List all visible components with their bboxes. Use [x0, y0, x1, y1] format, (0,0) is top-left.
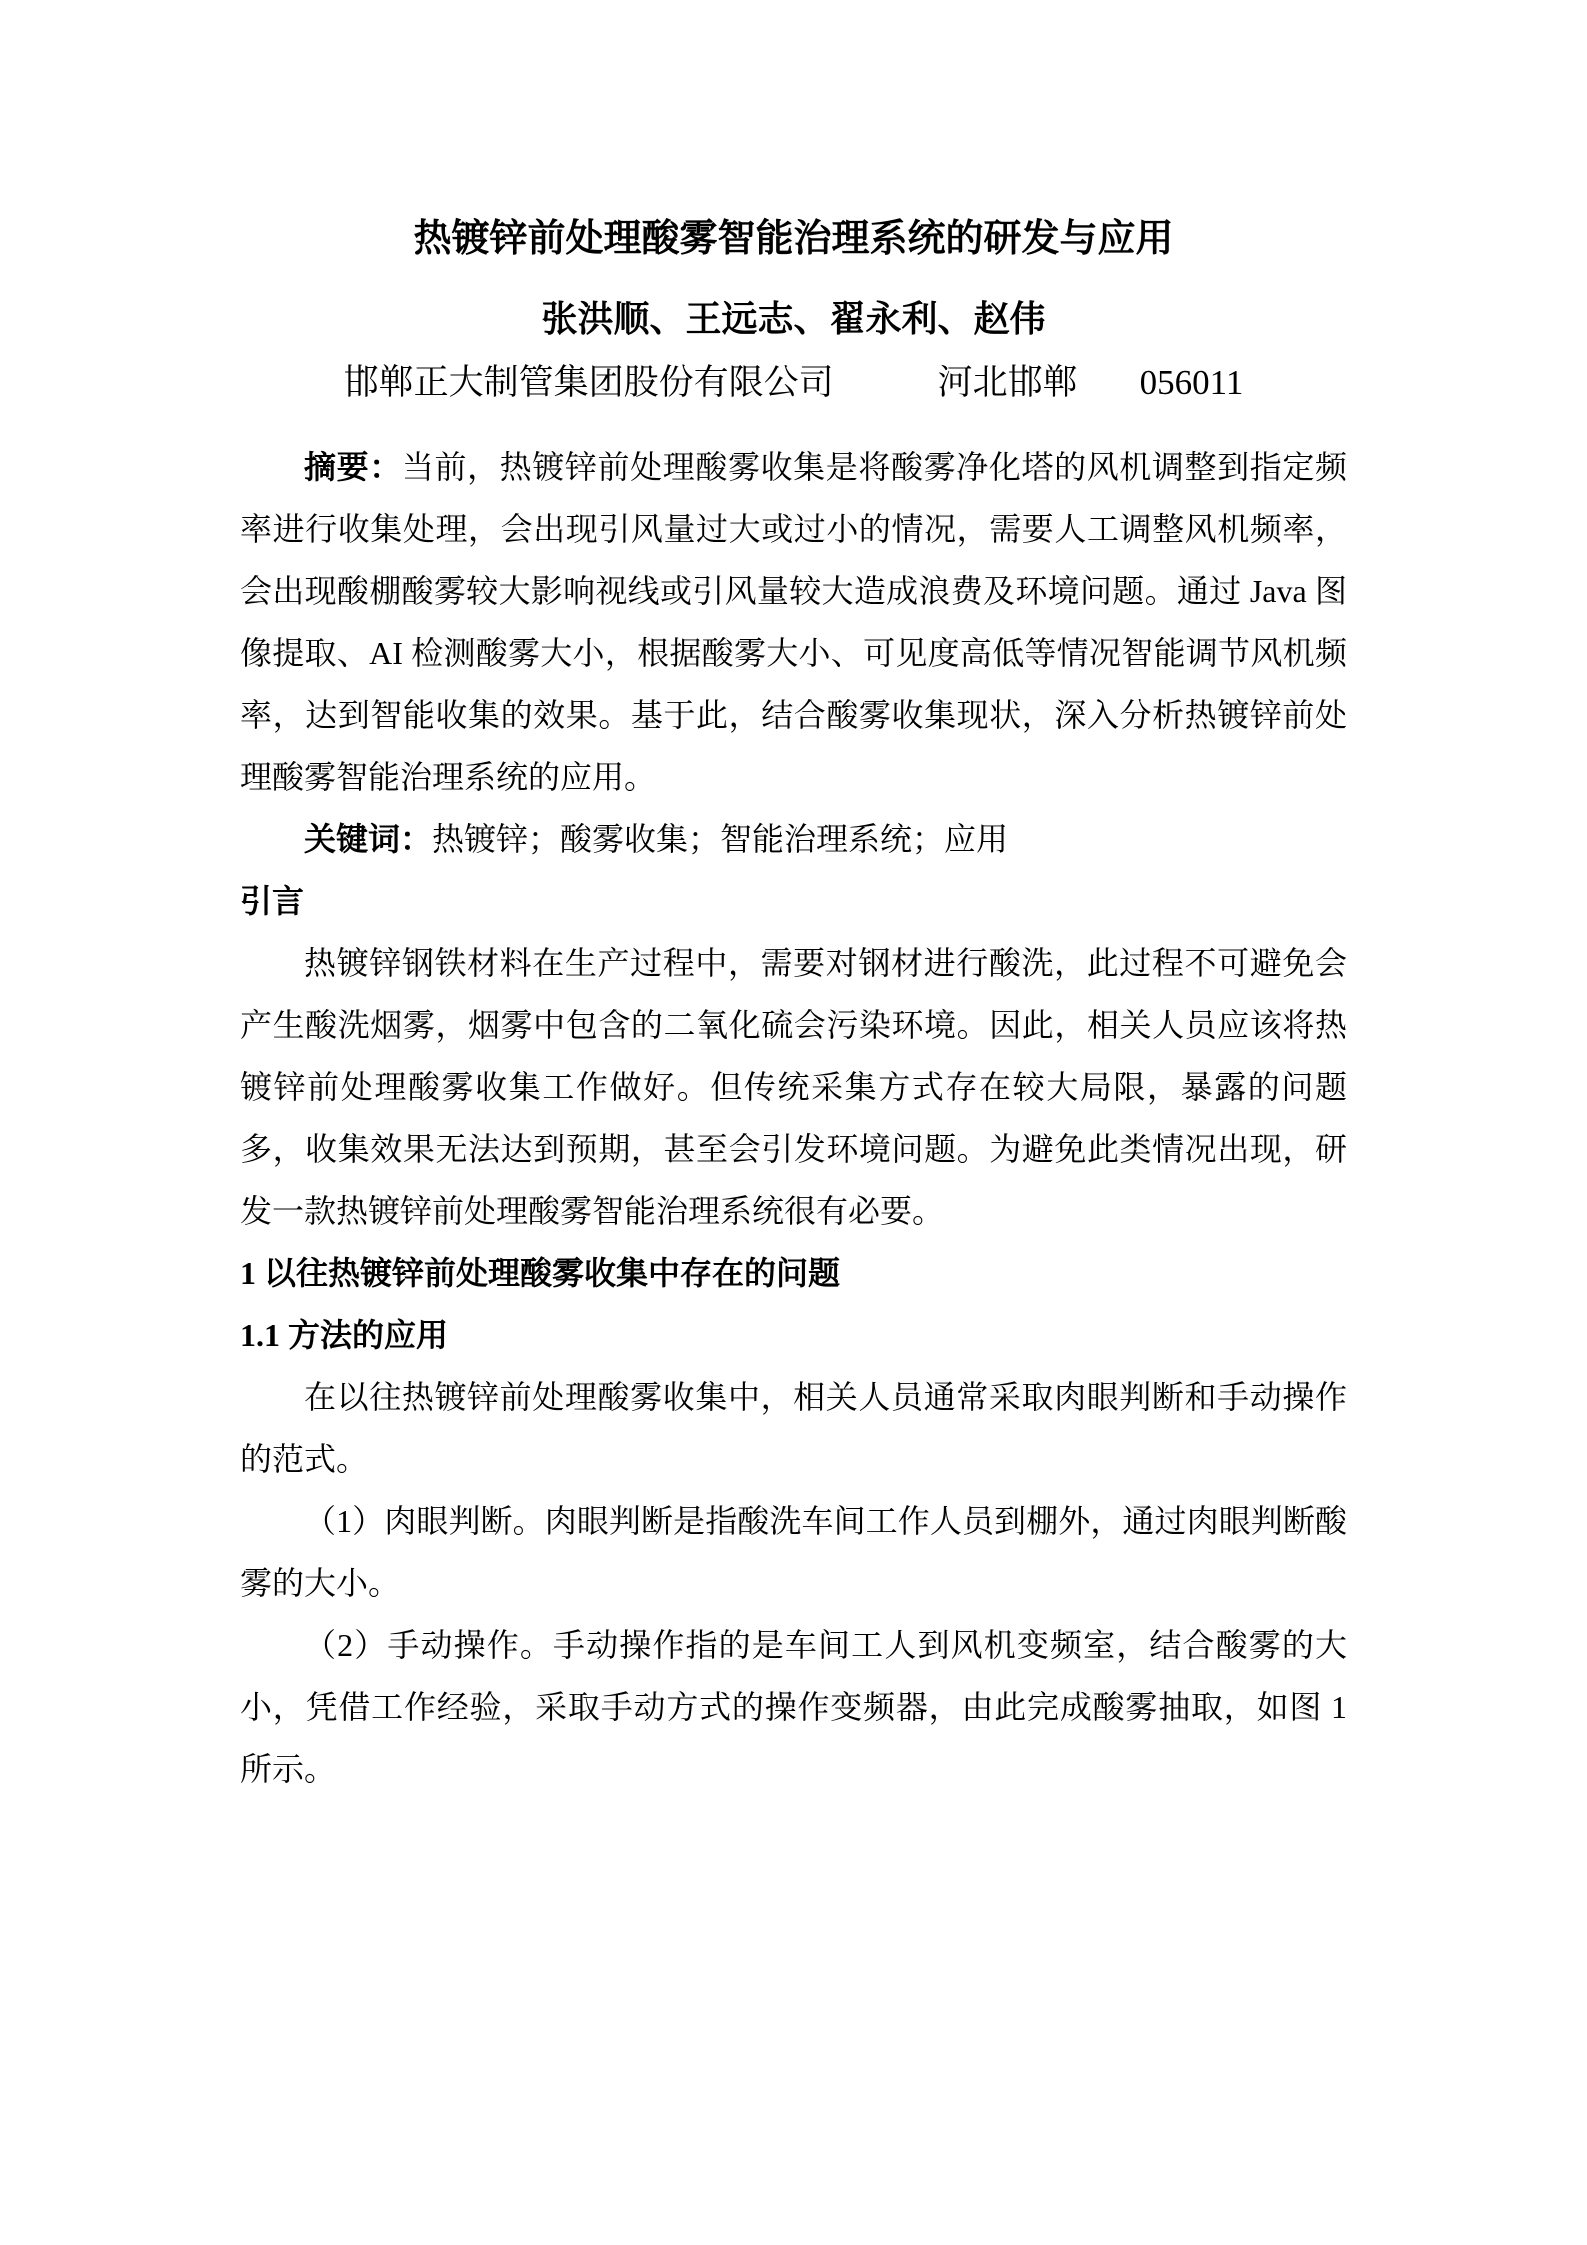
affiliation-company: 邯郸正大制管集团股份有限公司 [343, 363, 834, 402]
keywords-line [240, 808, 1347, 870]
keywords-text: 热镀锌；酸雾收集；智能治理系统；应用 [432, 821, 1009, 857]
section-1-heading: 1 以往热镀锌前处理酸雾收集中存在的问题 [240, 1255, 841, 1291]
paper-title: 热镀锌前处理酸雾智能治理系统的研发与应用 [413, 218, 1174, 260]
abstract-label: 摘要： [304, 449, 402, 485]
abstract-paragraph [240, 436, 1347, 808]
section-1-1-heading: 1.1 方法的应用 [240, 1317, 449, 1353]
body-paragraph-1: 在以往热镀锌前处理酸雾收集中，相关人员通常采取肉眼判断和手动操作的范式。 [240, 1379, 1347, 1477]
intro-paragraph: 热镀锌钢铁材料在生产过程中，需要对钢材进行酸洗，此过程不可避免会产生酸洗烟雾，烟雾中包含的二氧化硫会污染环境。因此，相关人员应该将热镀锌前处理酸雾收集工作做好。但传统采集方式存在较大局限，暴露的问题多，收集效果无法达到预期，甚至会引发环境问题。为避免此类情况出现，研发一款热镀锌前处理酸雾智能治理系统很有必要。 [240, 945, 1347, 1229]
affiliation-line [240, 360, 1347, 406]
body-paragraph-2: （1）肉眼判断。肉眼判断是指酸洗车间工作人员到棚外，通过肉眼判断酸雾的大小。 [240, 1503, 1347, 1601]
affiliation-city: 河北邯郸 [937, 363, 1078, 402]
abstract-text: 当前，热镀锌前处理酸雾收集是将酸雾净化塔的风机调整到指定频率进行收集处理，会出现引风量过大或过小的情况，需要人工调整风机频率，会出现酸棚酸雾较大影响视线或引风量较大造成浪费及环境问题。通过 Java 图像提取、AI 检测酸雾大小，根据酸雾大小、可见度高低等情况智能调节风机频率，达到智能收集的效果。基于此，结合酸雾收集现状，深入分析热镀锌前处理酸雾智能治理系统的应用。 [240, 449, 1347, 795]
body-paragraph-3: （2）手动操作。手动操作指的是车间工人到风机变频室，结合酸雾的大小，凭借工作经验，采取手动方式的操作变频器，由此完成酸雾抽取，如图 1 所示。 [240, 1627, 1347, 1787]
authors-line: 张洪顺、王远志、翟永利、赵伟 [541, 299, 1046, 339]
affiliation-postcode: 056011 [1139, 363, 1244, 402]
keywords-label: 关键词： [304, 821, 433, 857]
intro-heading: 引言 [240, 883, 305, 919]
